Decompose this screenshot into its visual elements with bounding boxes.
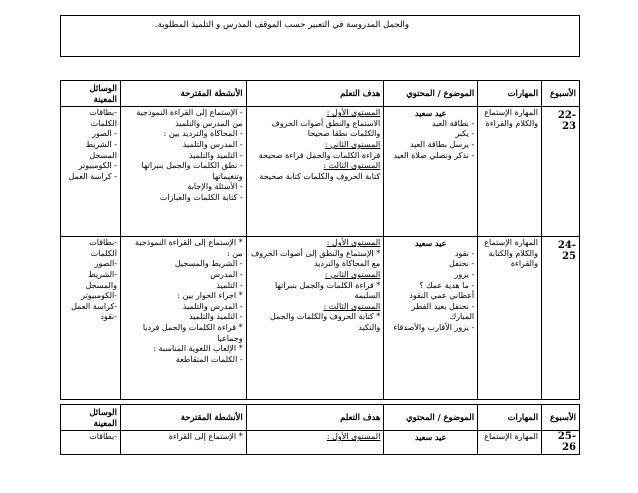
topic-title: عيد سعيد	[415, 108, 447, 119]
topic-title: عيد سعيد	[415, 432, 447, 443]
skills-cell: المهارة الإستماع والكلام والكتابة والقراءة	[478, 237, 542, 400]
activity-item: - نطق الكلمات والجمل بنبراتها وتنغيماتها	[141, 161, 243, 181]
header-aids: الوسائل المعينة	[61, 81, 121, 107]
goal-level-heading: المستوى الأول :	[326, 238, 381, 248]
header-row	[61, 81, 580, 107]
goal-level-text: قراءة الكلمات والجمل قراءة صحيحة	[258, 150, 381, 160]
aid-item: - كراسة العمل	[68, 171, 117, 181]
week-cell: 25-26	[542, 431, 580, 455]
week-cell: 22-23	[542, 107, 580, 237]
goal-level-heading: المستوى الأول :	[326, 432, 381, 442]
activity-item: - التلميذ والتلميذ	[189, 312, 243, 322]
topic-item: - نحتفل	[449, 259, 475, 269]
goal-cell	[246, 431, 384, 455]
goal-level-heading: المستوى الأول :	[326, 108, 381, 118]
intro-text: والجمل المدروسة في التعبير حسب الموقف المدرس و التلميذ المطلوبة.	[154, 20, 409, 30]
aid-item: - الشريط المسجل	[85, 139, 117, 160]
goal-level-text: * الإستماع والنطق إلى أصوات الحروف مع المحاكاة والترديد	[251, 248, 381, 269]
header-topic: الموضوع / المحتوي	[384, 405, 478, 431]
aid-item: -الصور	[94, 259, 117, 269]
activity-item: * اجراء الحوار بين :	[177, 291, 243, 301]
aids-cell	[61, 107, 121, 237]
aids-cell	[61, 431, 121, 455]
table-row	[61, 431, 580, 455]
aid-item: -بطاقات الكلمات	[89, 108, 117, 128]
lesson-plan-table-continued	[60, 404, 580, 455]
goal-level-heading: المستوى الثاني :	[324, 139, 381, 149]
goal-level-heading: المستوى الثاني :	[324, 269, 381, 279]
goal-level-text: * قراءة الكلمات والجمل بنبراتها السليمة	[274, 280, 381, 301]
goal-level-text: الاستماع والنطق أصوات الحروف والكلمات نطقا صحيحا	[271, 118, 381, 139]
activity-item: - المدرس والتلميذ	[182, 139, 243, 149]
goal-level-heading: المستوى الثالث :	[323, 161, 381, 171]
activities-cell	[120, 107, 246, 237]
activity-item: - المدرس والتلميذ	[182, 301, 243, 311]
aid-item: - الصور	[92, 129, 117, 139]
activity-item: - المدرس	[210, 269, 243, 279]
activity-item: - التلميذ	[216, 280, 243, 290]
header-aids: الوسائل المعينة	[61, 405, 121, 431]
aid-item: -الكومبيوتر	[81, 291, 117, 301]
topic-cell	[384, 237, 478, 400]
topic-item: - ما هدية عمك ؟	[419, 280, 475, 290]
topic-item: - يكبر	[455, 129, 475, 139]
activity-item: * الإستماع إلى القراءة	[168, 432, 243, 442]
aid-item: -بطاقات	[89, 432, 117, 442]
intro-text-box	[60, 15, 580, 57]
skills-text: المهارة الإستماع	[484, 432, 539, 442]
activity-item: - الأسئلة والإجابة	[187, 182, 243, 192]
header-week: الأسبوع	[542, 81, 580, 107]
skills-cell	[478, 431, 542, 455]
aid-item: -بطاقات الكلمات	[89, 238, 117, 258]
topic-item: - نقود	[454, 248, 475, 258]
activity-item: - الكلمات المتقاطعة	[175, 354, 243, 364]
activities-cell	[120, 431, 246, 455]
aid-item: -نقود	[100, 312, 117, 322]
header-week: الأسبوع	[542, 405, 580, 431]
goal-cell	[246, 237, 384, 400]
table-row	[61, 107, 580, 237]
activity-item: - المحاكاة والترديد بين :	[163, 129, 243, 139]
header-goal: هدف التعلم	[246, 81, 384, 107]
skills-cell: المهارة الإستماع والكلام والقراءة	[478, 107, 542, 237]
activity-item: - الشريط والمسجيل	[174, 259, 243, 269]
topic-item: - نذكر ونصلي صلاة العيد	[393, 150, 475, 160]
topic-cell	[384, 431, 478, 455]
activity-item: - الإستماع إلى القراءة النموذجية من المدرس والتلميذ	[136, 108, 243, 128]
aid-item: -كراسة العمل	[71, 301, 117, 311]
goal-level-text: كتابة الحروف والكلمات كتابة صحيحة	[259, 171, 381, 181]
activity-item: * الإلعاب اللغوية المناسبة :	[153, 344, 243, 354]
topic-title: عيد سعيد	[415, 238, 447, 249]
topic-item: - يرسل بطاقة العيد	[409, 139, 475, 149]
header-row	[61, 405, 580, 431]
aid-item: -الشريط والمسجل	[85, 269, 117, 290]
topic-item: - يزور الأقارب والأصدقاء	[393, 322, 475, 332]
week-cell: 24-25	[542, 237, 580, 400]
table-row	[61, 237, 580, 400]
activity-item: * قراءة الكلمات والجمل فرديا وجماعيا	[142, 322, 243, 343]
goal-level-heading: المستوى الثالث :	[323, 301, 381, 311]
goal-cell	[246, 107, 384, 237]
aids-cell	[61, 237, 121, 400]
activities-cell	[120, 237, 246, 400]
header-goal: هدف التعلم	[246, 405, 384, 431]
header-activities: الأنشطة المقترحة	[120, 405, 246, 431]
topic-item: أعطاني عمي النقود	[409, 291, 475, 301]
topic-item: - يزور	[454, 269, 475, 279]
goal-level-text: * كتابة الحروف والكلمات والجمل والتكيد	[269, 312, 381, 332]
topic-cell	[384, 107, 478, 237]
header-topic: الموضوع / المحتوي	[384, 81, 478, 107]
topic-item: - بطاقة العيد	[431, 118, 475, 128]
header-skills: المهارات	[478, 81, 542, 107]
header-skills: المهارات	[478, 405, 542, 431]
lesson-plan-table	[60, 80, 580, 400]
aid-item: - الكومبيوتر	[78, 161, 117, 171]
header-activities: الأنشطة المقترحة	[120, 81, 246, 107]
activity-item: - كتابة الكلمات والعبارات	[159, 192, 243, 202]
topic-item: - نحتفل بعيد الفطر المبارك	[411, 301, 475, 322]
activity-item: * الإستماع إلى القراءة النموذجية من :	[135, 238, 243, 258]
activity-item: - التلميذ والتلميذ	[189, 150, 243, 160]
